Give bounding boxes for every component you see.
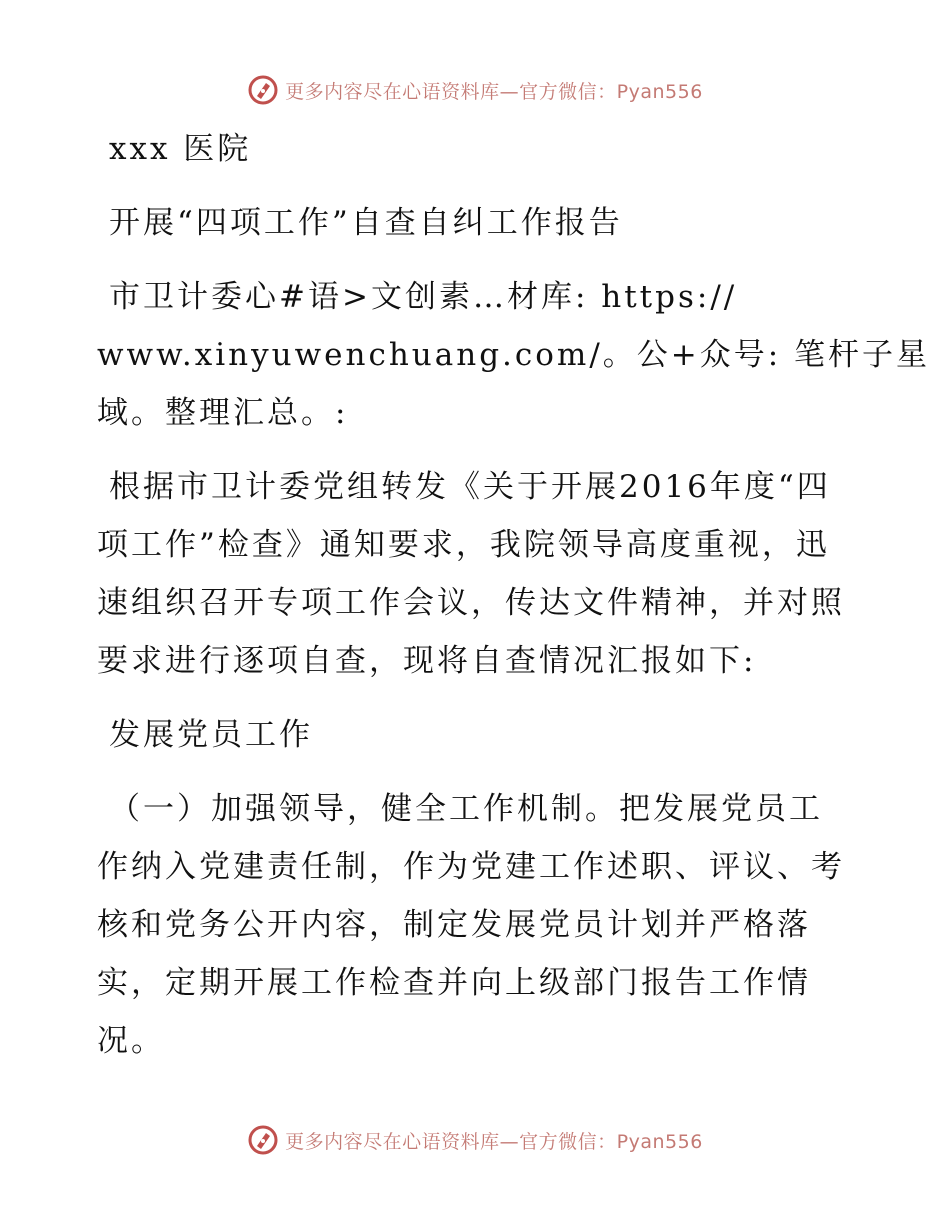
source-line: 域。整理汇总。: bbox=[97, 395, 349, 431]
source-paragraph bbox=[97, 268, 931, 442]
hospital-name: xxx 医院 bbox=[109, 131, 252, 167]
paragraph-line: 实，定期开展工作检查并向上级部门报告工作情 bbox=[97, 965, 811, 1001]
paragraph-line: 况。 bbox=[97, 1023, 165, 1059]
pen-nib-logo-icon bbox=[247, 74, 279, 106]
paragraph-line: （一）加强领导，健全工作机制。把发展党员工 bbox=[109, 791, 823, 827]
document-title: 开展“四项工作”自查自纠工作报告 bbox=[109, 205, 623, 241]
paragraph-line: 根据市卫计委党组转发《关于开展2016年度“四 bbox=[109, 469, 831, 505]
section-heading: 发展党员工作 bbox=[109, 717, 313, 753]
header-watermark bbox=[0, 70, 950, 110]
item-one-paragraph bbox=[97, 780, 857, 1070]
source-line: www.xinyuwenchuang.com/。公+众号: 笔杆子星 bbox=[97, 337, 931, 373]
watermark-text: 更多内容尽在心语资料库—官方微信：Pyan556 bbox=[285, 80, 703, 103]
document-body bbox=[97, 120, 931, 1070]
paragraph-line: 作纳入党建责任制，作为党建工作述职、评议、考 bbox=[97, 849, 845, 885]
paragraph-line: 核和党务公开内容，制定发展党员计划并严格落 bbox=[97, 907, 811, 943]
paragraph-line: 项工作”检查》通知要求，我院领导高度重视，迅 bbox=[97, 527, 830, 563]
paragraph-line: 要求进行逐项自查，现将自查情况汇报如下: bbox=[97, 643, 757, 679]
paragraph-line: 速组织召开专项工作会议，传达文件精神，并对照 bbox=[97, 585, 845, 621]
watermark-text: 更多内容尽在心语资料库—官方微信：Pyan556 bbox=[285, 1130, 703, 1153]
pen-nib-logo-icon bbox=[247, 1124, 279, 1156]
source-line: 市卫计委心#语>文创素…材库: https:// bbox=[109, 279, 738, 315]
footer-watermark bbox=[0, 1120, 950, 1160]
intro-paragraph bbox=[97, 458, 857, 690]
